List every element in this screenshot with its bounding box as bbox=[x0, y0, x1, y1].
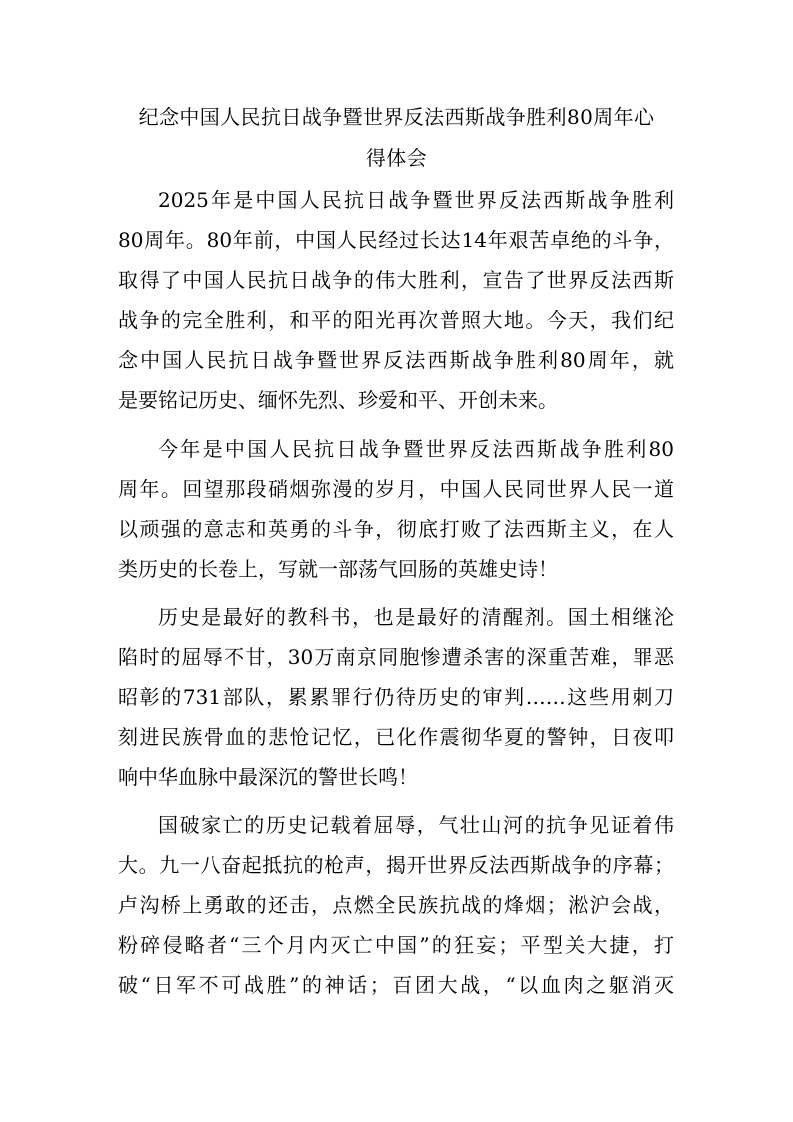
paragraph-1-line: 念中国人民抗日战争暨世界反法西斯战争胜利80周年，就 bbox=[118, 348, 674, 372]
paragraph-1-line: 取得了中国人民抗日战争的伟大胜利，宣告了世界反法西斯 bbox=[118, 268, 674, 292]
paragraph-3-line: 响中华血脉中最深沉的警世长鸣！ bbox=[118, 765, 418, 789]
paragraph-4-line: 卢沟桥上勇敢的还击，点燃全民族抗战的烽烟；淞沪会战， bbox=[118, 893, 674, 917]
document-title-line-2: 得体会 bbox=[365, 146, 428, 170]
paragraph-4-line: 粉碎侵略者“三个月内灭亡中国”的狂妄；平型关大捷，打 bbox=[118, 933, 674, 957]
paragraph-3-line: 历史是最好的教科书，也是最好的清醒剂。国土相继沦 bbox=[158, 605, 674, 629]
paragraph-1-line: 战争的完全胜利，和平的阳光再次普照大地。今天，我们纪 bbox=[118, 308, 674, 332]
paragraph-2-line: 类历史的长卷上，写就一部荡气回肠的英雄史诗！ bbox=[118, 557, 558, 581]
paragraph-1-line: 是要铭记历史、缅怀先烈、珍爱和平、开创未来。 bbox=[118, 388, 558, 412]
paragraph-4-line: 国破家亡的历史记载着屈辱，气壮山河的抗争见证着伟 bbox=[158, 813, 674, 837]
paragraph-1-line: 80周年。80年前，中国人民经过长达14年艰苦卓绝的斗争， bbox=[118, 228, 674, 252]
paragraph-2-line: 以顽强的意志和英勇的斗争，彻底打败了法西斯主义，在人 bbox=[118, 517, 674, 541]
paragraph-3-line: 陷时的屈辱不甘，30万南京同胞惨遭杀害的深重苦难，罪恶 bbox=[118, 645, 674, 669]
paragraph-1-line: 2025年是中国人民抗日战争暨世界反法西斯战争胜利 bbox=[158, 188, 674, 212]
document-title-line-1: 纪念中国人民抗日战争暨世界反法西斯战争胜利80周年心 bbox=[138, 105, 655, 129]
paragraph-2-line: 周年。回望那段硝烟弥漫的岁月，中国人民同世界人民一道 bbox=[118, 477, 674, 501]
paragraph-3-line: 刻进民族骨血的悲怆记忆，已化作震彻华夏的警钟，日夜叩 bbox=[118, 725, 674, 749]
paragraph-3-line: 昭彰的731部队，累累罪行仍待历史的审判……这些用刺刀 bbox=[118, 685, 674, 709]
paragraph-4-line: 破“日军不可战胜”的神话；百团大战，“以血肉之躯消灭 bbox=[118, 973, 674, 997]
paragraph-4-line: 大。九一八奋起抵抗的枪声，揭开世界反法西斯战争的序幕； bbox=[118, 853, 674, 877]
paragraph-2-line: 今年是中国人民抗日战争暨世界反法西斯战争胜利80 bbox=[158, 437, 674, 461]
